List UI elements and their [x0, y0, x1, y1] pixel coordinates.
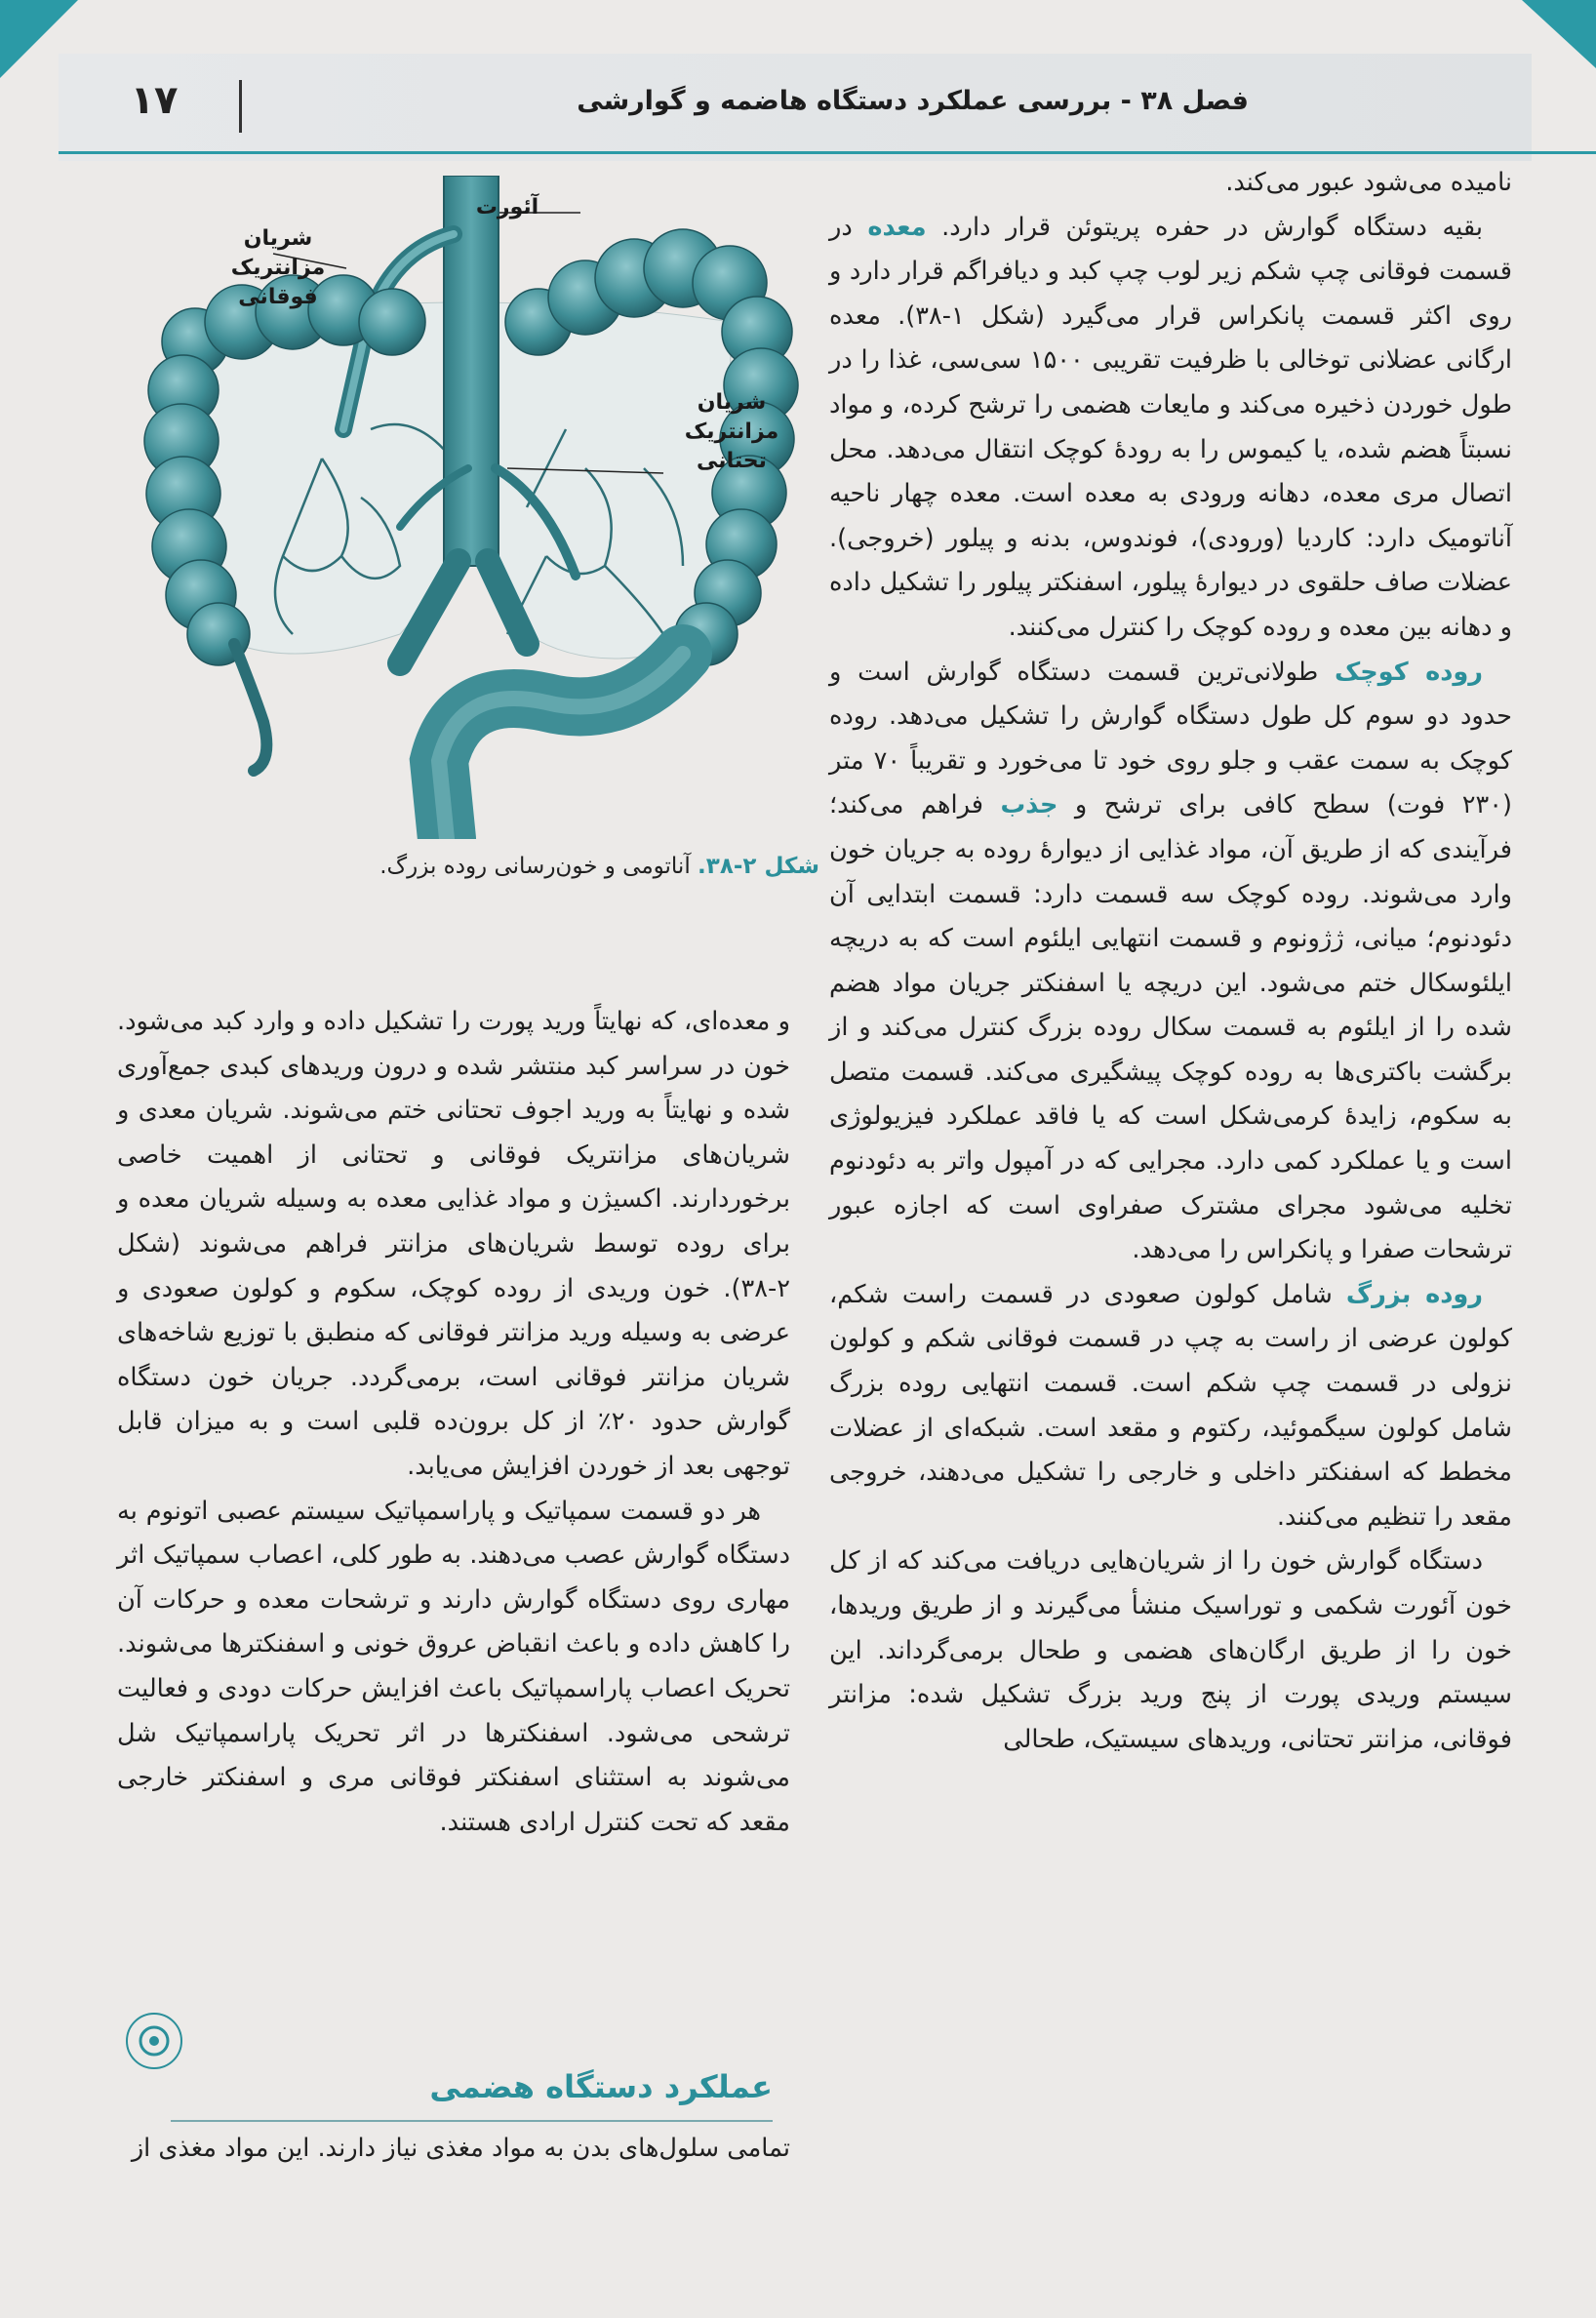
paragraph-continuation: نامیده می‌شود عبور می‌کند.: [1225, 168, 1512, 197]
paragraph-nutrients: تمامی سلول‌های بدن به مواد مغذی نیاز دارند. این مواد مغذی از: [131, 2134, 790, 2163]
chapter-title: فصل ۳۸ - بررسی عملکرد دستگاه هاضمه و گوارشی: [577, 86, 1249, 116]
figure-caption: [293, 854, 819, 879]
section-heading-rule: [171, 2120, 773, 2122]
keyword-stomach: معده: [867, 212, 927, 242]
right-column: [829, 161, 1512, 1762]
left-column: [117, 1000, 790, 1845]
paragraph-blood-supply: دستگاه گوارش خون را از شریان‌هایی دریافت می‌کند که از کل خون آئورت شکمی و توراسیک منشأ می‌گیرند و از طریق وریدها، خون را از طریق ارگان‌های هضمی و طحال برمی‌گرداند. این سیستم وریدی پورت از پنج ورید بزرگ تشکیل شده: مزانتر فوقانی، مزانتر تحتانی، وریدهای سیستیک، طحالی: [829, 1546, 1512, 1754]
paragraph-small-intestine: روده کوچک طولانی‌ترین قسمت دستگاه گوارش است و حدود دو سوم کل طول دستگاه گوارش را تشکیل می‌دهد. روده کوچک به سمت عقب و جلو روی خود تا می‌خورد و تقریباً ۷۰ متر (۲۳۰ فوت) سطح کافی برای ترشح و جذب فراهم می‌کند؛ فرآیندی که از طریق آن، مواد غذایی از دیوارهٔ روده به جریان خون وارد می‌شوند. روده کوچک سه قسمت دارد: قسمت ابتدایی آن دئودنوم؛ میانی، ژژونوم و قسمت انتهایی ایلئوم است که به دریچه ایلئوسکال ختم می‌شود. این دریچه یا اسفنکتر جریان مواد هضم شده را از ایلئوم به قسمت سکال روده بزرگ کنترل می‌کند و از برگشت باکتری‌ها به روده کوچک پیشگیری می‌کند. قسمت متصل به سکوم، زایدهٔ کرمی‌شکل است که یا فاقد عملکرد فیزیولوژی است و یا عملکرد کمی دارد. مجرایی که در آمپول واتر به دئودنوم تخلیه می‌شود مجرای مشترک صفراوی است که اجازه عبور ترشحات صفرا و پانکراس را می‌دهد.: [829, 657, 1512, 1265]
aorta-label: آئورت: [475, 195, 539, 220]
header-rule: [59, 151, 1596, 154]
concepts-in-action-badge: [123, 2010, 185, 2072]
paragraph-portal-vein: و معده‌ای، که نهایتاً ورید پورت را تشکیل داده و وارد کبد می‌شود. خون در سراسر کبد منتشر شده و درون وریدهای کبدی جمع‌آوری شده و نهایتاً به ورید اجوف تحتانی ختم می‌شوند. شریان معدی و شریان‌های مزانتریک فوقانی و تحتانی از اهمیت خاصی برخوردارند. اکسیژن و مواد غذایی معده به وسیله شریان معده و برای روده توسط شریان‌های مزانتر فراهم می‌شوند (شکل ۲-۳۸). خون وریدی از روده کوچک، سکوم و کولون صعودی و عرضی به وسیله ورید مزانتر فوقانی که منطبق با توزیع شاخه‌های شریان مزانتر فوقانی است، برمی‌گردد. جریان خون دستگاه گوارش حدود ۲۰٪ از کل برون‌ده قلبی است و به میزان قابل توجهی بعد از خوردن افزایش می‌یابد.: [117, 1007, 790, 1481]
section-heading: عملکرد دستگاه هضمی: [429, 2068, 773, 2105]
large-intestine-figure: [137, 176, 800, 839]
paragraph-stomach: بقیه دستگاه گوارش در حفره پریتوئن قرار دارد. معده در قسمت فوقانی چپ شکم زیر لوب چپ کبد و دیافراگم قرار دارد و روی اکثر قسمت پانکراس قرار می‌گیرد (شکل ۱-۳۸). معده ارگانی عضلانی توخالی با ظرفیت تقریبی ۱۵۰۰ سی‌سی، غذا را در طول خوردن ذخیره می‌کند و مایعات هضمی را ترشح کرده، و مواد نسبتاً هضم شده، یا کیموس را به رودهٔ کوچک انتقال می‌دهد. محل اتصال مری معده، دهانه ورودی به معده است. معده چهار ناحیه آناتومیک دارد: کاردیا (ورودی)، فوندوس، بدنه و پیلور (خروجی). عضلات صاف حلقوی در دیوارهٔ پیلور، اسفنکتر پیلور را تشکیل داده و دهانه بین معده و روده کوچک را کنترل می‌کنند.: [829, 212, 1513, 642]
keyword-small-intestine: روده کوچک: [1335, 657, 1483, 687]
paragraph-autonomic: هر دو قسمت سمپاتیک و پاراسمپاتیک سیستم عصبی اتونوم به دستگاه گوارش عصب می‌دهند. به طور کلی، اعصاب سمپاتیک اثر مهاری روی دستگاه گوارش دارند و ترشحات معده و حرکات آن را کاهش داده و باعث انقباض عروق خونی و اسفنکترها می‌شوند. تحریک اعصاب پاراسمپاتیک باعث افزایش حرکات دودی و فعالیت ترشحی می‌شود. اسفنکترها در اثر تحریک پاراسمپاتیک شل می‌شوند به استثنای اسفنکتر فوقانی مری و اسفنکتر خارجی مقعد که تحت کنترل ارادی هستند.: [117, 1496, 790, 1837]
corner-decoration-right: [1522, 0, 1596, 68]
paragraph-large-intestine: روده بزرگ شامل کولون صعودی در قسمت راست شکم، کولون عرضی از راست به چپ در قسمت فوقانی شکم و کولون نزولی در قسمت چپ شکم است. قسمت انتهایی روده بزرگ شامل کولون سیگموئید، رکتوم و مقعد است. شبکه‌ای از عضلات مخطط که اسفنکتر داخلی و خارجی را تشکیل می‌دهند، خروجی مقعد را تنظیم می‌کنند.: [829, 1279, 1512, 1532]
keyword-absorption: جذب: [1000, 790, 1058, 820]
corner-decoration-left: [0, 0, 78, 78]
inferior-mesenteric-label: شریان مزانتریک تحتانی: [684, 390, 779, 473]
figure-caption-text: آناتومی و خون‌رسانی روده بزرگ.: [379, 854, 691, 879]
keyword-large-intestine: روده بزرگ: [1345, 1279, 1483, 1309]
figure-caption-number: شکل ۲-۳۸.: [698, 854, 819, 879]
superior-mesenteric-label: شریان مزانتریک فوقانی: [230, 226, 326, 309]
header-separator: [239, 80, 242, 133]
page-number: ۱۷: [130, 78, 179, 123]
